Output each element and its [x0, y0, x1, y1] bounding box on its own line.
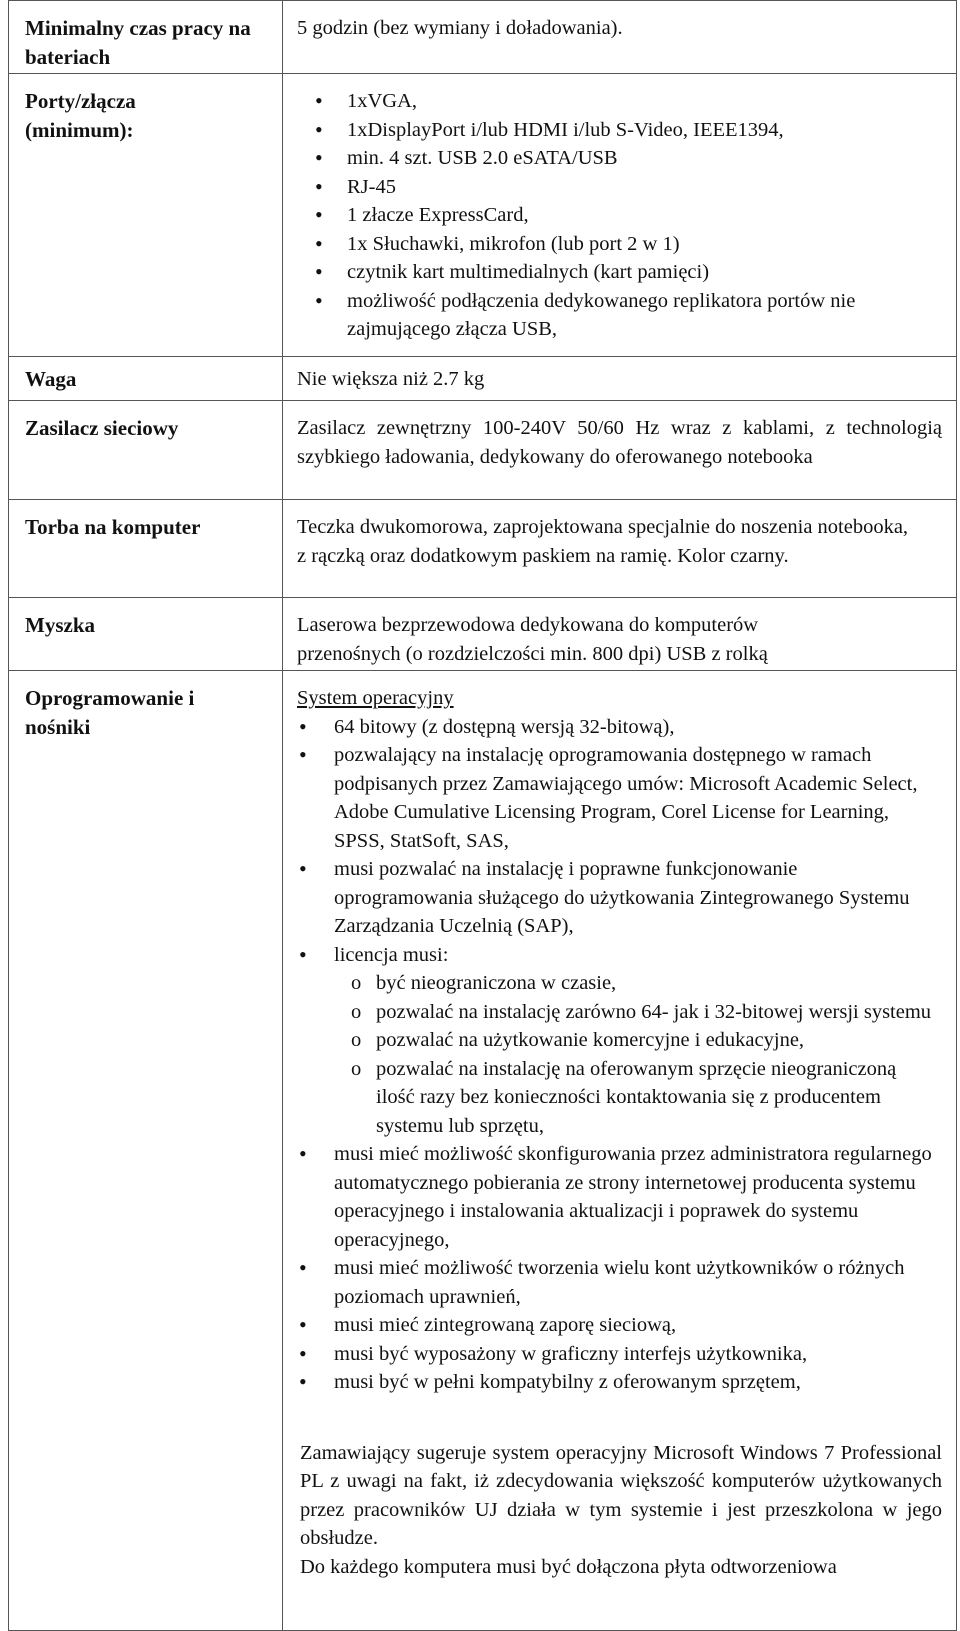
specification-table: [8, 0, 957, 1631]
list-item: • 64 bitowy (z dostępną wersją 32-bitową),: [297, 713, 937, 742]
ports-label: Porty/złącza (minimum):: [25, 89, 136, 142]
list-item: • musi być w pełni kompatybilny z oferowanym sprzętem,: [297, 1368, 937, 1397]
row-label: [9, 598, 283, 671]
row-value: [283, 74, 957, 357]
list-item: • 1 złacze ExpressCard,: [297, 201, 942, 230]
list-item: • pozwalający na instalację oprogramowania dostępnego w ramach podpisanych przez Zamawiającego umów: Microsoft Academic Select, Adobe Cumulative Licensing Program, Corel License for Learning, SPSS, StatSoft, SAS,: [297, 741, 937, 855]
row-label: [9, 1, 283, 74]
table-row: [9, 671, 957, 1631]
table-row: [9, 598, 957, 671]
list-item: • musi mieć zintegrowaną zaporę sieciową,: [297, 1311, 937, 1340]
os-requirements-list: [297, 713, 937, 1397]
list-item: • min. 4 szt. USB 2.0 eSATA/USB: [297, 144, 942, 173]
weight-value: Nie większa niż 2.7 kg: [297, 368, 485, 390]
software-label: Oprogramowanie i nośniki: [25, 686, 195, 739]
row-value: [283, 671, 957, 1631]
row-label: [9, 500, 283, 598]
list-item: • musi mieć możliwość tworzenia wielu kont użytkowników o różnych poziomach uprawnień,: [297, 1254, 937, 1311]
table-row: [9, 74, 957, 357]
table-row: [9, 401, 957, 500]
bag-value: Teczka dwukomorowa, zaprojektowana specjalnie do noszenia notebooka, z rączką oraz dodatkowym paskiem na ramię. Kolor czarny.: [297, 516, 909, 567]
list-item: o pozwalać na instalację zarówno 64- jak i 32-bitowej wersji systemu: [334, 998, 937, 1027]
row-value: [283, 357, 957, 401]
list-item: • RJ-45: [297, 173, 942, 202]
table-row: [9, 1, 957, 74]
list-item: • 1xDisplayPort i/lub HDMI i/lub S-Video, IEEE1394,: [297, 116, 942, 145]
list-item: • czytnik kart multimedialnych (kart pamięci): [297, 258, 942, 287]
list-item: • musi być wyposażony w graficzny interfejs użytkownika,: [297, 1340, 937, 1369]
table-row: [9, 357, 957, 401]
row-label: [9, 671, 283, 1631]
power-label: Zasilacz sieciowy: [25, 416, 179, 440]
os-heading: System operacyjny: [297, 687, 454, 709]
license-list: [334, 969, 937, 1140]
recovery-disc-note: Do każdego komputera musi być dołączona płyta odtworzeniowa: [300, 1555, 837, 1578]
row-label: [9, 74, 283, 357]
list-item: • musi mieć możliwość skonfigurowania przez administratora regularnego automatycznego pobierania ze strony internetowej producenta systemu operacyjnego i instalowania aktualizacji i poprawek do systemu operacyjnego,: [297, 1140, 937, 1254]
row-label: [9, 401, 283, 500]
row-value: [283, 598, 957, 671]
license-heading: • licencja musi:: [334, 943, 449, 966]
list-item: o pozwalać na instalację na oferowanym sprzęcie nieograniczoną ilość razy bez konieczności kontaktowania się z producentem systemu lub sprzętu,: [334, 1055, 937, 1141]
list-item: o być nieograniczona w czasie,: [334, 969, 937, 998]
list-item: • 1x Słuchawki, mikrofon (lub port 2 w 1): [297, 230, 942, 259]
list-item: o pozwalać na użytkowanie komercyjne i edukacyjne,: [334, 1026, 937, 1055]
weight-label: Waga: [25, 367, 77, 391]
list-item: • 1xVGA,: [297, 87, 942, 116]
row-value: [283, 1, 957, 74]
bag-label: Torba na komputer: [25, 515, 201, 539]
os-suggestion-note: Zamawiający sugeruje system operacyjny Microsoft Windows 7 Professional PL z uwagi na fakt, iż zdecydowania większość komputerów użytkowanych przez pracowników UJ działa w tym systemie i jest przeszkolona w jego obsłudze.: [300, 1441, 942, 1549]
battery-label: Minimalny czas pracy na bateriach: [25, 16, 251, 69]
ports-list: [297, 87, 942, 344]
power-value: Zasilacz zewnętrzny 100-240V 50/60 Hz wraz z kablami, z technologią szybkiego ładowania, dedykowany do oferowanego notebooka: [297, 417, 942, 468]
list-item: • możliwość podłączenia dedykowanego replikatora portów nie zajmującego złącza USB,: [297, 287, 942, 344]
row-value: [283, 500, 957, 598]
row-value: [283, 401, 957, 500]
list-item: [297, 941, 937, 1141]
battery-value: 5 godzin (bez wymiany i doładowania).: [297, 17, 623, 39]
mouse-label: Myszka: [25, 613, 95, 637]
list-item: • musi pozwalać na instalację i poprawne funkcjonowanie oprogramowania służącego do użytkowania Zintegrowanego Systemu Zarządzania Uczelnią (SAP),: [297, 855, 937, 941]
table-row: [9, 500, 957, 598]
row-label: [9, 357, 283, 401]
mouse-value: Laserowa bezprzewodowa dedykowana do komputerów przenośnych (o rozdzielczości min. 800 dpi) USB z rolką: [297, 614, 768, 665]
